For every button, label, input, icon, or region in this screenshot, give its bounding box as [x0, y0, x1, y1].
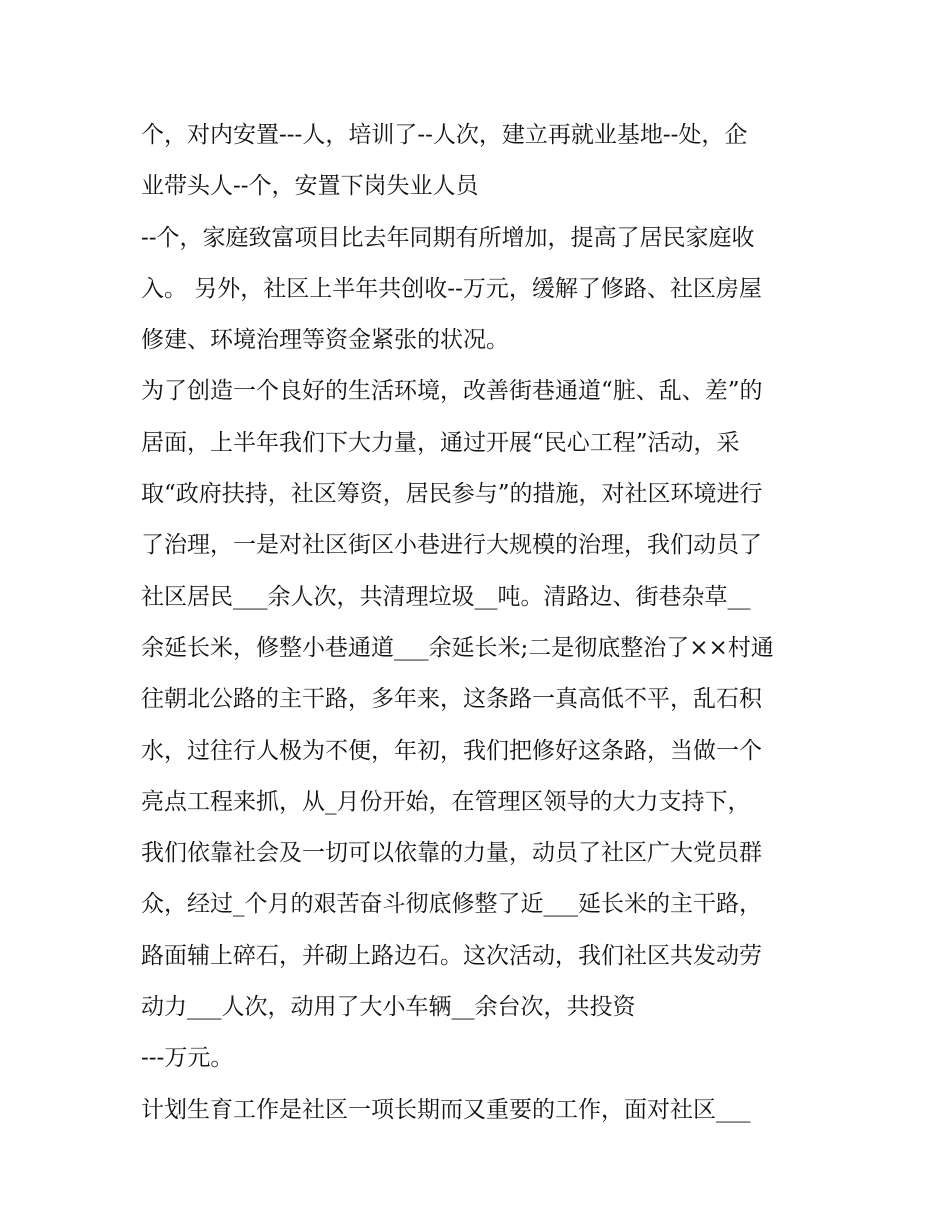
text-line: 动力___人次，动用了大小车辆__余台次，共投资 [141, 994, 636, 1021]
text-line: 往朝北公路的主干路，多年来，这条路一真高低不平，乱石积 [141, 686, 762, 713]
body-text [141, 110, 821, 1136]
text-line: ---万元。 [141, 1045, 234, 1072]
text-line: 为了创造一个良好的生活环境，改善街巷通道“脏、乱、差”的 [141, 378, 763, 405]
text-line: 余延长米，修整小巷通道___余延长米;二是彻底整治了××村通 [141, 634, 774, 661]
text-line: 路面辅上碎石，并砌上路边石。这次活动，我们社区共发动劳 [141, 942, 762, 969]
text-line: 了治理，一是对社区街区小巷进行大规模的治理，我们动员了 [141, 532, 762, 559]
text-line: 修建、环境治理等资金紧张的状况。 [141, 327, 509, 354]
text-line: 众，经过_个月的艰苦奋斗彻底修整了近___延长米的主干路， [141, 891, 762, 918]
text-line: 水，过往行人极为不便，年初，我们把修好这条路，当做一个 [141, 737, 762, 764]
text-line: 亮点工程来抓，从_月份开始，在管理区领导的大力支持下， [141, 788, 751, 815]
text-line: 业带头人--个，安置下岗失业人员 [141, 173, 479, 200]
text-line: --个，家庭致富项目比去年同期有所增加，提高了居民家庭收 [141, 224, 755, 251]
text-line: 入。 另外，社区上半年共创收--万元，缓解了修路、社区房屋 [141, 275, 762, 302]
text-line: 社区居民___余人次，共清理垃圾__吨。清路边、街巷杂草__ [141, 583, 751, 610]
text-line: 计划生育工作是社区一项长期而又重要的工作，面对社区___ [141, 1096, 751, 1123]
text-line: 个，对内安置---人，培训了--人次，建立再就业基地--处，企 [141, 122, 748, 148]
text-line: 取“政府扶持，社区筹资，居民参与”的措施，对社区环境进行 [141, 481, 763, 508]
text-line: 居面，上半年我们下大力量，通过开展“民心工程”活动，采 [141, 429, 740, 456]
text-line: 我们依靠社会及一切可以依靠的力量，动员了社区广大党员群 [141, 840, 762, 867]
